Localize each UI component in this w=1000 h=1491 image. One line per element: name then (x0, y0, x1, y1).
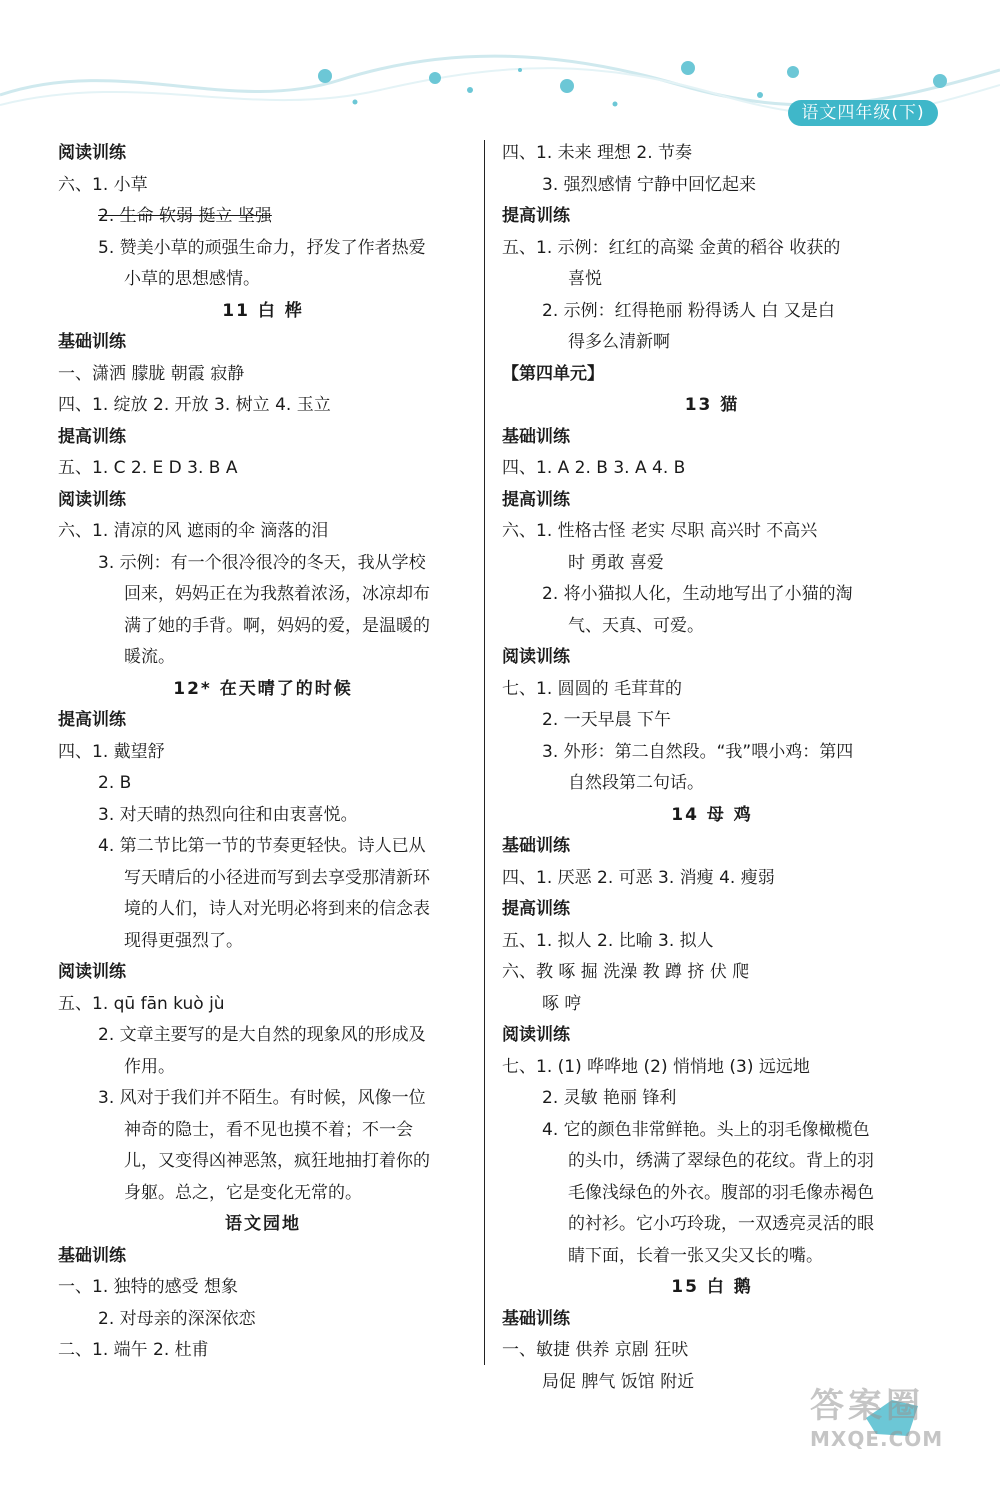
section-heading: 阅读训练 (58, 962, 126, 982)
watermark (810, 1378, 990, 1478)
answer-line: 2. 灵敏 艳丽 锋利 (542, 1088, 677, 1108)
answer-line: 身躯。总之，它是变化无常的。 (124, 1182, 362, 1203)
answer-line: 2. 一天早晨 下午 (542, 710, 672, 730)
answer-line: 2. 对母亲的深深依恋 (98, 1308, 256, 1329)
lesson-title: 15 白 鹅 (671, 1277, 753, 1297)
answer-line: 四、1. A 2. B 3. A 4. B (502, 458, 686, 478)
unit-heading: 【第四单元】 (502, 363, 604, 384)
answer-line: 啄 哼 (542, 993, 582, 1014)
answer-line: 四、1. 绽放 2. 开放 3. 树立 4. 玉立 (58, 395, 331, 415)
answer-line: 局促 脾气 饭馆 附近 (542, 1371, 695, 1392)
section-heading: 提高训练 (58, 710, 126, 730)
answer-line: 睛下面，长着一张又尖又长的嘴。 (568, 1245, 823, 1266)
answer-line: 3. 外形：第二自然段。“我”喂小鸡：第四 (542, 741, 854, 762)
struck-answer: 2. 生命 软弱 挺立 坚强 (98, 206, 272, 226)
answer-line: 一、1. 独特的感受 想象 (58, 1277, 239, 1297)
answer-line: 二、1. 端午 2. 杜甫 (58, 1340, 209, 1360)
answer-line: 的头巾，绣满了翠绿色的花纹。背上的羽 (568, 1151, 874, 1171)
answer-line: 七、1. (1) 哗哗地 (2) 悄悄地 (3) 远远地 (502, 1056, 810, 1077)
section-heading: 基础训练 (58, 1245, 126, 1266)
answer-line: 时 勇敢 喜爱 (568, 552, 664, 573)
answer-line: 2. B (98, 773, 132, 793)
answer-line: 儿，又变得凶神恶煞，疯狂地抽打着你的 (124, 1151, 430, 1171)
answer-line: 喜悦 (568, 269, 602, 289)
answer-line: 2. 将小猫拟人化，生动地写出了小猫的淘 (542, 584, 853, 604)
section-heading: 阅读训练 (502, 647, 570, 667)
answer-line: 五、1. C 2. E D 3. B A (58, 458, 238, 478)
answer-line: 4. 它的颜色非常鲜艳。头上的羽毛像橄榄色 (542, 1119, 870, 1140)
grade-tag: 语文四年级(下) (788, 100, 938, 126)
lesson-title: 语文园地 (225, 1214, 301, 1234)
answer-line: 自然段第二句话。 (568, 773, 704, 793)
answer-line: 六、1. 小草 (58, 174, 148, 195)
answer-line: 2. 文章主要写的是大自然的现象风的形成及 (98, 1025, 426, 1045)
answer-line: 3. 对天晴的热烈向往和由衷喜悦。 (98, 804, 358, 825)
answer-line: 四、1. 戴望舒 (58, 741, 165, 762)
answer-line: 4. 第二节比第一节的节奏更轻快。诗人已从 (98, 836, 426, 856)
answer-line: 五、1. 示例：红红的高粱 金黄的稻谷 收获的 (502, 237, 841, 258)
answer-line: 3. 强烈感情 宁静中回忆起来 (542, 174, 757, 195)
answer-line: 一、敏捷 供养 京剧 狂吠 (502, 1340, 689, 1360)
answer-line: 五、1. 拟人 2. 比喻 3. 拟人 (502, 930, 714, 951)
left-column (58, 138, 468, 1367)
answer-line: 作用。 (124, 1056, 175, 1077)
answer-line: 六、1. 清凉的风 遮雨的伞 滴落的泪 (58, 521, 329, 541)
header-decoration (0, 0, 1000, 140)
answer-line: 气、天真、可爱。 (568, 615, 704, 636)
answer-line: 写天晴后的小径进而写到去享受那清新环 (124, 867, 430, 888)
section-heading: 阅读训练 (58, 143, 126, 163)
watermark-text: 答案圈 (810, 1386, 924, 1426)
answer-line: 五、1. qū fān kuò jù (58, 993, 225, 1014)
answer-line: 四、1. 未来 理想 2. 节奏 (502, 143, 693, 163)
answer-line: 毛像浅绿色的外衣。腹部的羽毛像赤褐色 (568, 1182, 874, 1203)
lesson-title: 12* 在天晴了的时候 (173, 678, 353, 699)
answer-line: 神奇的隐士，看不见也摸不着；不一会 (124, 1119, 413, 1140)
answer-line: 六、教 啄 掘 洗澡 教 蹲 挤 伏 爬 (502, 962, 750, 982)
answer-line: 现得更强烈了。 (124, 930, 243, 951)
answer-line: 一、潇洒 朦胧 朝霞 寂静 (58, 363, 245, 384)
column-divider (484, 140, 485, 1365)
lesson-title: 14 母 鸡 (671, 804, 753, 825)
watermark-url: MXQE.COM (810, 1427, 944, 1451)
answer-line: 3. 风对于我们并不陌生。有时候，风像一位 (98, 1088, 426, 1108)
section-heading: 基础训练 (58, 332, 126, 352)
section-heading: 基础训练 (502, 836, 570, 856)
answer-line-struck (58, 201, 468, 233)
answer-line: 得多么清新啊 (568, 332, 670, 352)
section-heading: 阅读训练 (502, 1025, 570, 1045)
section-heading: 提高训练 (502, 899, 570, 919)
lesson-title: 11 白 桦 (222, 300, 304, 321)
answer-line: 3. 示例：有一个很冷很冷的冬天，我从学校 (98, 552, 426, 573)
section-heading: 基础训练 (502, 426, 570, 447)
section-heading: 阅读训练 (58, 489, 126, 510)
section-heading: 提高训练 (502, 206, 570, 226)
answer-line: 满了她的手背。啊，妈妈的爱，是温暖的 (124, 615, 430, 636)
answer-line: 回来，妈妈正在为我熬着浓汤，冰凉却布 (124, 584, 430, 604)
answer-line: 六、1. 性格古怪 老实 尽职 高兴时 不高兴 (502, 521, 818, 541)
right-column (502, 138, 922, 1398)
answer-line: 小草的思想感情。 (124, 269, 260, 289)
answer-line: 5. 赞美小草的顽强生命力，抒发了作者热爱 (98, 237, 426, 258)
answer-line: 四、1. 厌恶 2. 可恶 3. 消瘦 4. 瘦弱 (502, 867, 775, 888)
answer-line: 境的人们，诗人对光明必将到来的信念表 (124, 899, 430, 919)
answer-line: 七、1. 圆圆的 毛茸茸的 (502, 678, 683, 699)
answer-line: 2. 示例：红得艳丽 粉得诱人 白 又是白 (542, 300, 835, 321)
answer-line: 暖流。 (124, 647, 175, 667)
lesson-title: 13 猫 (684, 395, 740, 415)
section-heading: 基础训练 (502, 1308, 570, 1329)
answer-line: 的衬衫。它小巧玲珑，一双透亮灵活的眼 (568, 1214, 874, 1234)
section-heading: 提高训练 (58, 426, 126, 447)
section-heading: 提高训练 (502, 489, 570, 510)
